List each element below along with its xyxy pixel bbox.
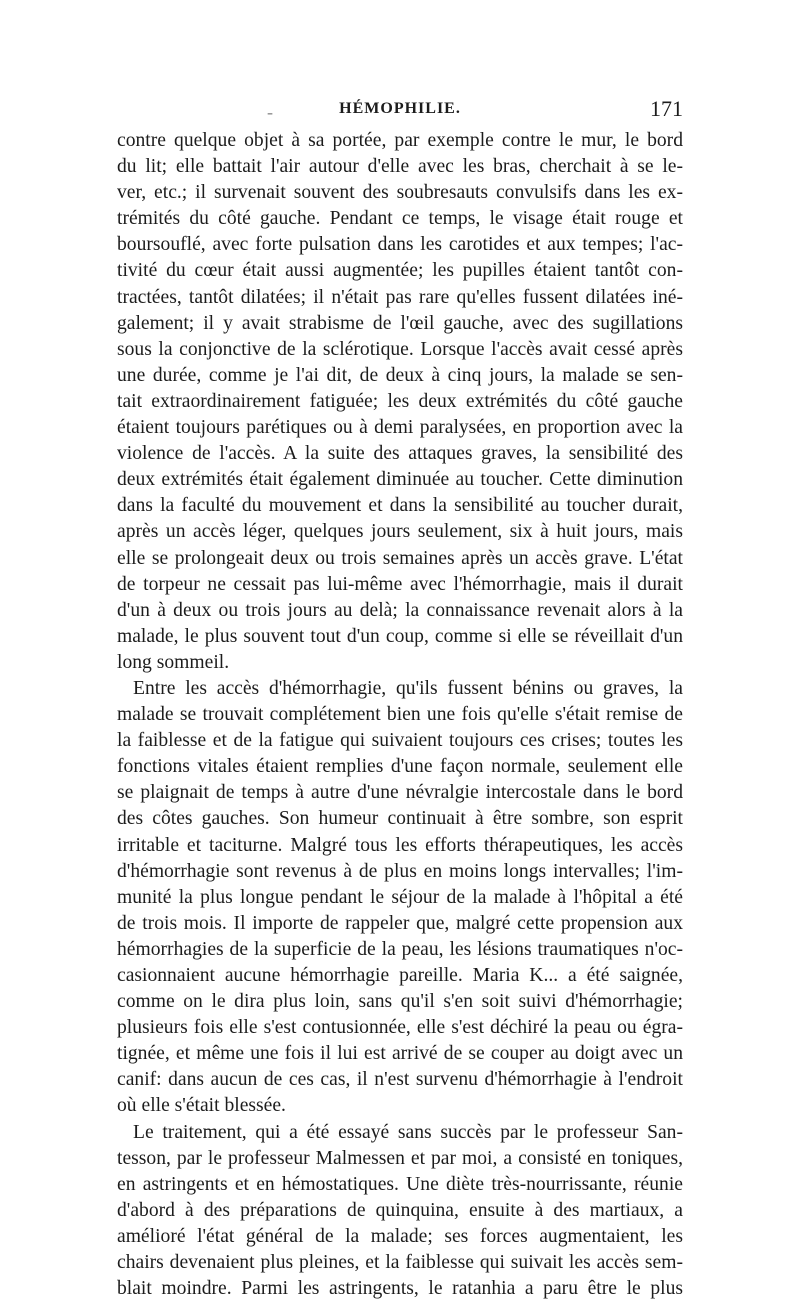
text-line: Le traitement, qui a été essayé sans succès par le professeur San- — [133, 1121, 683, 1143]
text-line: étaient toujours parétiques ou à demi paralysées, en proportion avec la — [117, 417, 683, 439]
text-line: violence de l'accès. A la suite des attaques graves, la sensibilité des — [117, 443, 683, 465]
text-line: amélioré l'état général de la malade; ses forces augmentaient, les — [117, 1225, 683, 1247]
text-line: comme on le dira plus loin, sans qu'il s'en soit suivi d'hémorrhagie; — [117, 991, 683, 1013]
text-line: tait extraordinairement fatiguée; les deux extrémités du côté gauche — [117, 390, 683, 412]
text-line: où elle s'était blessée. — [117, 1095, 286, 1117]
text-line: canif: dans aucun de ces cas, il n'est survenu d'hémorrhagie à l'endroit — [117, 1069, 683, 1091]
text-line: ver, etc.; il survenait souvent des soubresauts convulsifs dans les ex- — [117, 182, 683, 204]
text-line: d'un à deux ou trois jours au delà; la connaissance revenait alors à la — [117, 599, 683, 621]
text-line: de trois mois. Il importe de rappeler que, malgré cette propension aux — [117, 912, 683, 934]
text-line: casionnaient aucune hémorrhagie pareille. Maria K... a été saignée, — [117, 965, 683, 986]
text-line: long sommeil. — [117, 651, 230, 673]
text-line: deux extrémités était également diminuée au toucher. Cette diminution — [117, 469, 683, 491]
text-line: d'hémorrhagie sont revenus à de plus en moins longs intervalles; l'im- — [117, 860, 683, 882]
text-line: en astringents et en hémostatiques. Une diète très-nourrissante, réunie — [117, 1173, 683, 1195]
running-title: HÉMOPHILIE. — [339, 100, 461, 117]
text-line: du lit; elle battait l'air autour d'elle avec les bras, cherchait à se le- — [117, 156, 683, 178]
text-line: irritable et taciturne. Malgré tous les efforts thérapeutiques, les accès — [117, 834, 683, 856]
text-line: sous la conjonctive de la sclérotique. Lorsque l'accès avait cessé après — [117, 338, 683, 360]
text-line: boursouflé, avec forte pulsation dans les carotides et aux tempes; l'ac- — [117, 234, 683, 256]
text-line: dans la faculté du mouvement et dans la sensibilité au toucher durait, — [117, 495, 683, 517]
text-line: fonctions vitales étaient remplies d'une façon normale, seulement elle — [117, 756, 683, 778]
text-line: galement; il y avait strabisme de l'œil gauche, avec des sugillations — [117, 312, 683, 334]
text-line: après un accès léger, quelques jours seulement, six à huit jours, mais — [117, 521, 683, 543]
text-line: tignée, et même une fois il lui est arrivé de se couper au doigt avec un — [117, 1043, 683, 1065]
text-line: munité la plus longue pendant le séjour de la malade à l'hôpital a été — [117, 886, 683, 908]
text-line: contre quelque objet à sa portée, par exemple contre le mur, le bord — [117, 130, 683, 151]
text-line: elle se prolongeait deux ou trois semaines après un accès grave. L'état — [117, 547, 683, 569]
text-line: de torpeur ne cessait pas lui-même avec l'hémorrhagie, mais il durait — [117, 573, 683, 595]
text-line: Entre les accès d'hémorrhagie, qu'ils fussent bénins ou graves, la — [133, 677, 683, 699]
text-line: tesson, par le professeur Malmessen et par moi, a consisté en toniques, — [117, 1147, 683, 1169]
text-line: la faiblesse et de la fatigue qui suivaient toujours ces crises; toutes les — [117, 730, 683, 752]
text-line: malade, le plus souvent tout d'un coup, comme si elle se réveillait d'un — [117, 625, 683, 647]
text-line: chairs devenaient plus pleines, et la faiblesse qui suivait les accès sem- — [117, 1252, 683, 1274]
text-line: plusieurs fois elle s'est contusionnée, elle s'est déchiré la peau ou égra- — [117, 1017, 683, 1039]
text-line: hémorrhagies de la superficie de la peau, les lésions traumatiques n'oc- — [117, 938, 683, 960]
text-line: se plaignait de temps à autre d'une névralgie intercostale dans le bord — [117, 782, 683, 804]
text-line: trémités du côté gauche. Pendant ce temps, le visage était rouge et — [117, 208, 683, 230]
body-text — [117, 128, 683, 1302]
text-line: tractées, tantôt dilatées; il n'était pas rare qu'elles fussent dilatées iné- — [117, 286, 683, 308]
running-header — [117, 96, 683, 126]
text-line: des côtes gauches. Son humeur continuait à être sombre, son esprit — [117, 808, 683, 830]
text-line: une durée, comme je l'ai dit, de deux à cinq jours, la malade se sen- — [117, 364, 683, 386]
text-line: d'abord à des préparations de quinquina, ensuite à des martiaux, a — [117, 1199, 683, 1221]
text-line: malade se trouvait complétement bien une fois qu'elle s'était remise de — [117, 704, 683, 726]
header-dash: - — [267, 102, 273, 122]
page-number: 171 — [650, 96, 683, 121]
text-line: tivité du cœur était aussi augmentée; les pupilles étaient tantôt con- — [117, 260, 683, 282]
text-line: blait moindre. Parmi les astringents, le ratanhia a paru être le plus — [117, 1278, 683, 1300]
